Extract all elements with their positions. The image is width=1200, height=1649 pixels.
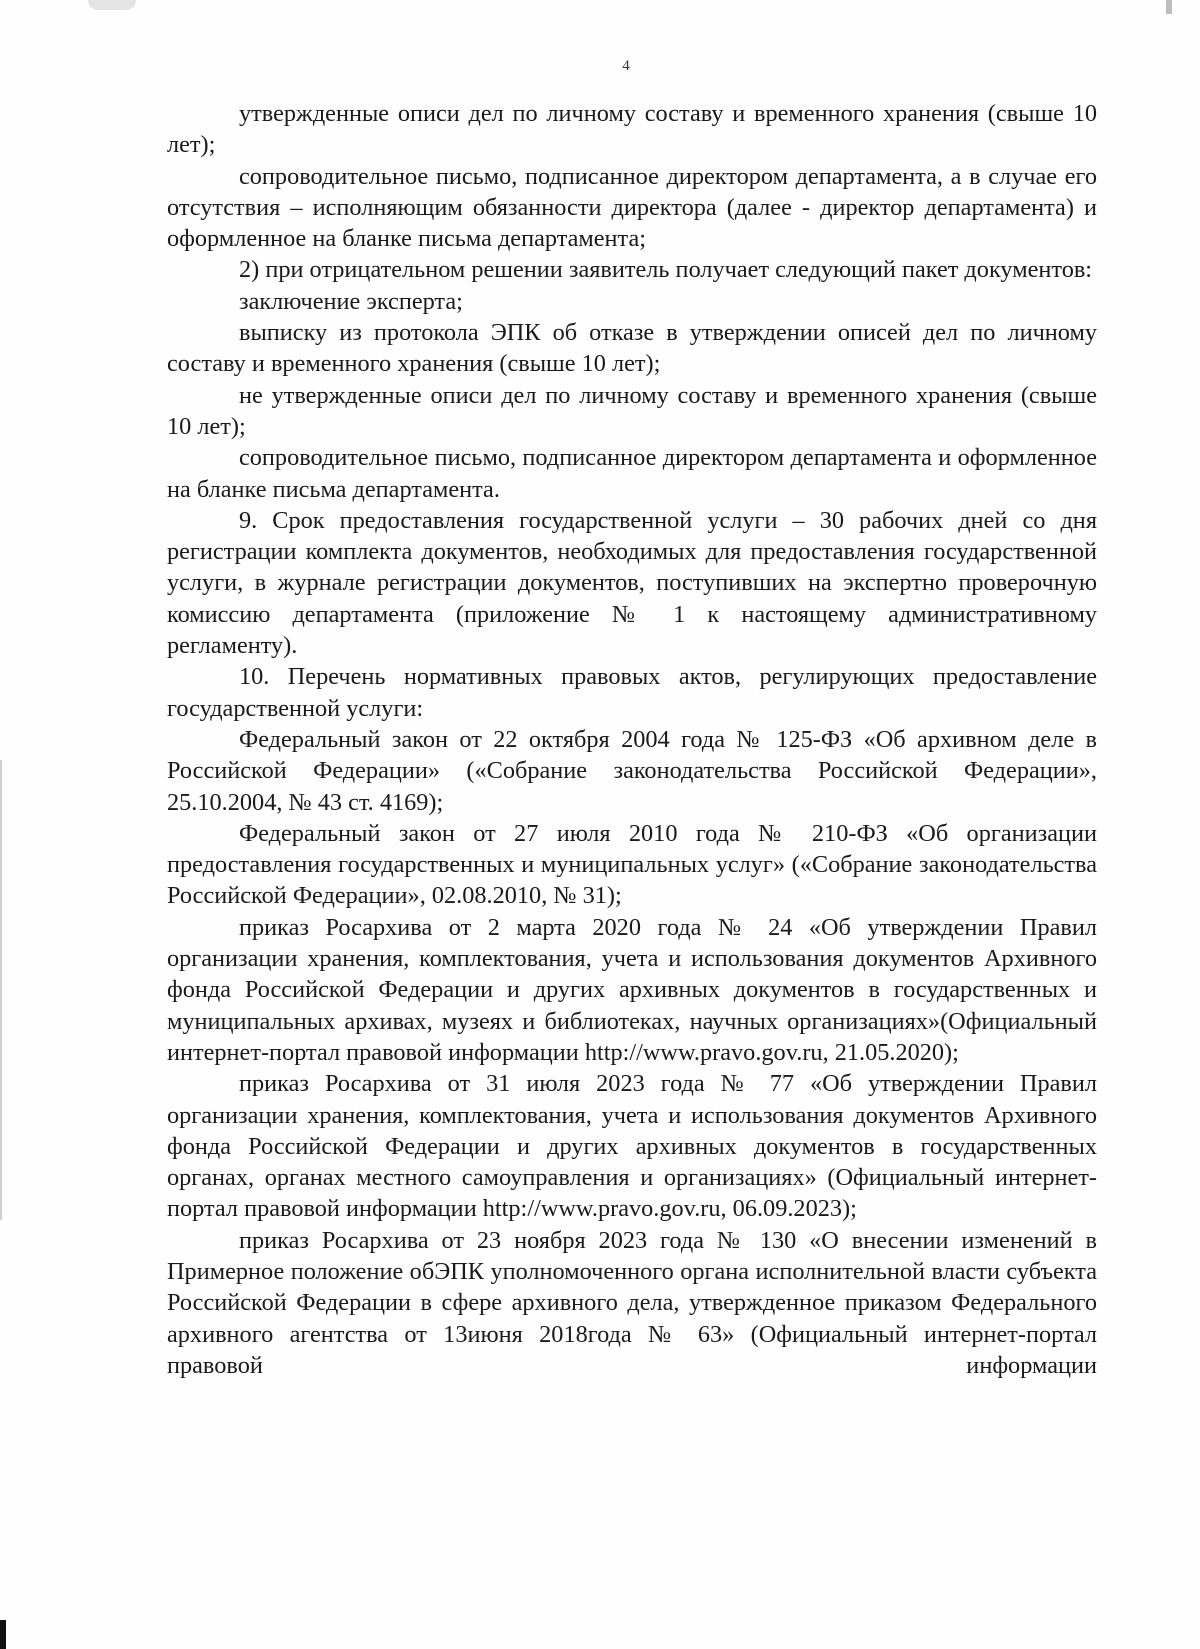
paragraph-law-210-fz: Федеральный закон от 27 июля 2010 года № 210-ФЗ «Об организации предоставления государственных и муниципальных услуг» («Собрание законодательства Российской Федерации», 02.08.2010, № 31); — [167, 819, 1097, 910]
scan-artifact — [0, 1620, 6, 1649]
scan-artifact — [1166, 0, 1172, 14]
paragraph-negative-decision: 2) при отрицательном решении заявитель получает следующий пакет документов: — [239, 256, 1093, 284]
scan-artifact — [88, 0, 136, 10]
paragraph-order-130: приказ Росархива от 23 ноября 2023 года № 130 «О внесении изменений в Примерное положение обЭПК уполномоченного органа исполнительной власти субъекта Российской Федерации в сфере архивного дела, утвержденное приказом Федерального архивного агентства от 13июня 2018года № 63» (Официальный интернет-портал правовой информации — [167, 1226, 1097, 1379]
page-number: 4 — [622, 58, 630, 74]
paragraph-cover-letter-approval: сопроводительное письмо, подписанное директором департамента, а в случае его отсутствия – исполняющим обязанности директора (далее - директор департамента) и оформленное на бланке письма департамента; — [167, 162, 1097, 253]
paragraph-unapproved-inventories: не утвержденные описи дел по личному составу и временного хранения (свыше 10 лет); — [167, 381, 1097, 440]
paragraph-epk-extract: выписку из протокола ЭПК об отказе в утверждении описей дел по личному составу и временного хранения (свыше 10 лет); — [167, 319, 1097, 378]
paragraph-legal-acts-heading: 10. Перечень нормативных правовых актов, регулирующих предоставление государственной услуги: — [167, 663, 1097, 722]
paragraph-law-125-fz: Федеральный закон от 22 октября 2004 года № 125-ФЗ «Об архивном деле в Российской Федерации» («Собрание законодательства Российской Федерации», 25.10.2004, № 43 ст. 4169); — [167, 725, 1097, 816]
paragraph-approved-inventories: утвержденные описи дел по личному составу и временного хранения (свыше 10 лет); — [167, 100, 1097, 159]
paragraph-service-term: 9. Срок предоставления государственной услуги – 30 рабочих дней со дня регистрации комплекта документов, необходимых для предоставления государственной услуги, в журнале регистрации документов, поступивших на экспертно проверочную комиссию департамента (приложение № 1 к настоящему административному регламенту). — [167, 506, 1097, 660]
paragraph-order-24: приказ Росархива от 2 марта 2020 года № 24 «Об утверждении Правил организации хранения, комплектования, учета и использования документов Архивного фонда Российской Федерации и других архивных документов в государственных и муниципальных архивах, музеях и библиотеках, научных организациях»(Официальный интернет-портал правовой информации http://www.pravo.gov.ru, 21.05.2020); — [167, 913, 1097, 1066]
paragraph-cover-letter-rejection: сопроводительное письмо, подписанное директором департамента и оформленное на бланке письма департамента. — [167, 444, 1097, 503]
scan-artifact — [0, 760, 2, 1220]
paragraph-order-77: приказ Росархива от 31 июля 2023 года № 77 «Об утверждении Правил организации хранения, комплектования, учета и использования документов Архивного фонда Российской Федерации и других архивных документов в государственных органах, органах местного самоуправления и организациях» (Официальный интернет-портал правовой информации http://www.pravo.gov.ru, 06.09.2023); — [167, 1070, 1097, 1223]
document-body — [167, 98, 1097, 1381]
paragraph-expert-conclusion: заключение эксперта; — [239, 287, 463, 315]
